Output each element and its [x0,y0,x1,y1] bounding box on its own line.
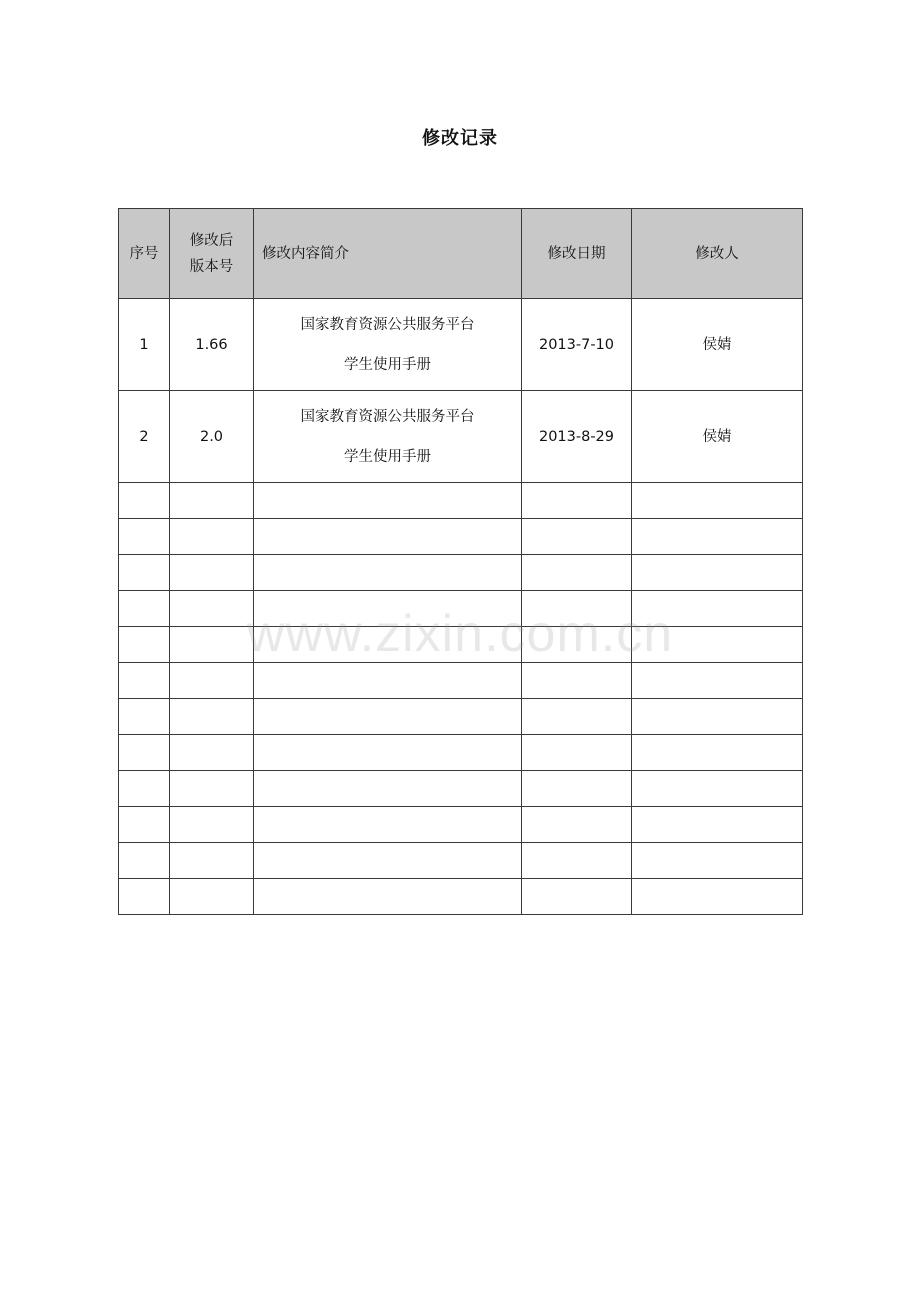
table-header-row [119,209,803,299]
empty-cell [254,843,522,879]
cell-author: 侯婧 [632,299,803,391]
empty-cell [170,735,254,771]
empty-cell [522,879,632,915]
cell-date: 2013-7-10 [522,299,632,391]
table-row-empty [119,555,803,591]
empty-cell [119,483,170,519]
empty-cell [632,699,803,735]
empty-cell [522,591,632,627]
empty-cell [170,807,254,843]
cell-no: 2 [119,391,170,483]
empty-cell [119,807,170,843]
empty-cell [632,879,803,915]
table-row-empty [119,519,803,555]
empty-cell [119,879,170,915]
empty-cell [522,735,632,771]
empty-cell [632,591,803,627]
empty-cell [522,771,632,807]
table-row-empty [119,627,803,663]
cell-summary [254,391,522,483]
empty-cell [254,627,522,663]
empty-cell [170,699,254,735]
empty-cell [170,555,254,591]
header-version-line1: 修改后 [189,232,234,249]
header-version [170,209,254,299]
header-date: 修改日期 [522,209,632,299]
header-author: 修改人 [632,209,803,299]
empty-cell [254,735,522,771]
empty-cell [254,591,522,627]
empty-cell [170,771,254,807]
empty-cell [522,699,632,735]
empty-cell [632,771,803,807]
empty-cell [632,843,803,879]
empty-cell [632,483,803,519]
empty-cell [632,555,803,591]
cell-summary [254,299,522,391]
empty-cell [119,627,170,663]
empty-cell [632,519,803,555]
empty-cell [522,483,632,519]
table-row-empty [119,699,803,735]
empty-cell [119,591,170,627]
revision-table [118,208,803,915]
empty-cell [119,771,170,807]
cell-version: 1.66 [170,299,254,391]
table-row-empty [119,879,803,915]
table-row-empty [119,771,803,807]
cell-author: 侯婧 [632,391,803,483]
empty-cell [119,519,170,555]
empty-cell [254,519,522,555]
empty-cell [522,663,632,699]
empty-cell [170,879,254,915]
page-title: 修改记录 [422,128,498,149]
empty-cell [254,555,522,591]
empty-cell [522,807,632,843]
cell-summary-line2: 学生使用手册 [344,356,431,373]
watermark: www.zixin.com.cn [246,605,674,663]
empty-cell [632,807,803,843]
empty-cell [632,627,803,663]
cell-summary-line1: 国家教育资源公共服务平台 [300,316,475,333]
cell-summary-line1: 国家教育资源公共服务平台 [300,408,475,425]
cell-summary-line2: 学生使用手册 [344,448,431,465]
table-row-empty [119,807,803,843]
table-row [119,299,803,391]
empty-cell [254,807,522,843]
empty-cell [632,663,803,699]
empty-cell [254,771,522,807]
table-row-empty [119,843,803,879]
empty-cell [170,519,254,555]
table-row-empty [119,591,803,627]
table-row-empty [119,663,803,699]
empty-cell [119,663,170,699]
empty-cell [254,483,522,519]
header-summary: 修改内容简介 [254,209,522,299]
empty-cell [170,627,254,663]
empty-cell [170,663,254,699]
empty-cell [522,555,632,591]
empty-cell [632,735,803,771]
empty-cell [170,843,254,879]
table-row-empty [119,483,803,519]
cell-no: 1 [119,299,170,391]
empty-cell [170,483,254,519]
empty-cell [119,843,170,879]
empty-cell [170,591,254,627]
empty-cell [254,663,522,699]
header-version-line2: 版本号 [189,258,234,275]
empty-cell [254,879,522,915]
empty-cell [522,843,632,879]
cell-version: 2.0 [170,391,254,483]
header-no: 序号 [119,209,170,299]
table-row [119,391,803,483]
empty-cell [119,555,170,591]
empty-cell [119,735,170,771]
empty-cell [522,627,632,663]
table-row-empty [119,735,803,771]
empty-cell [254,699,522,735]
cell-date: 2013-8-29 [522,391,632,483]
empty-cell [522,519,632,555]
empty-cell [119,699,170,735]
